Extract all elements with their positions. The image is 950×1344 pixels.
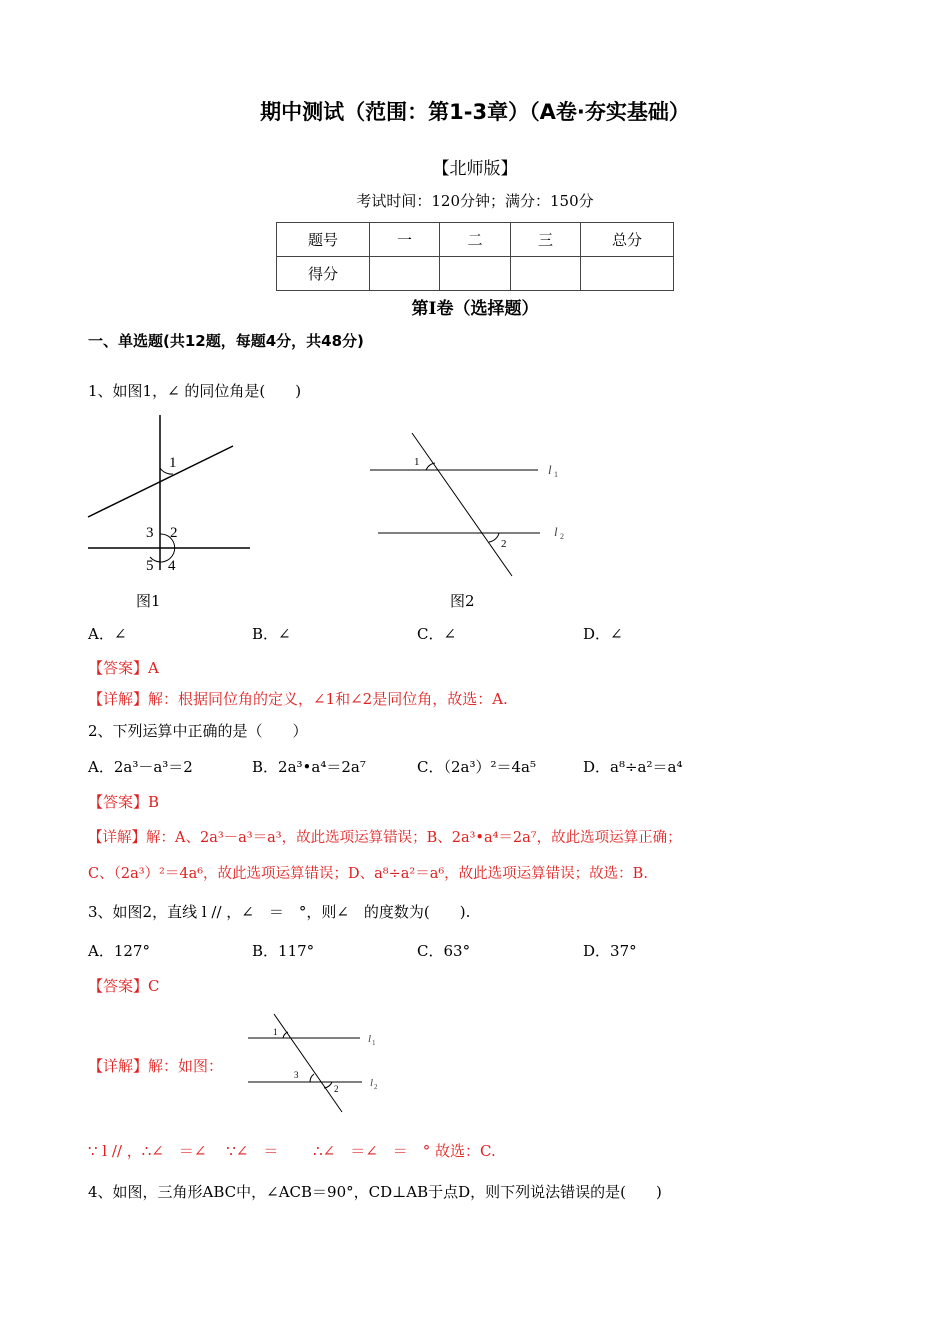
- question-4-stem: 4、如图，三角形ABC中，∠ACB＝90°，CD⊥AB于点D，则下列说法错误的是( ): [88, 1183, 662, 1201]
- score-table-cell: [511, 257, 581, 291]
- fig3-label: 2: [374, 1083, 378, 1091]
- q1-option-b: B．∠: [252, 625, 291, 643]
- fig2-label: 2: [501, 538, 507, 550]
- score-table-cell: [370, 257, 440, 291]
- q1-option-d: D．∠: [583, 625, 623, 643]
- q2-detail-line-1: 【详解】解：A、2a³－a³＝a³，故此选项运算错误；B、2a³•a⁴＝2a⁷，故此选项运算正确；: [88, 830, 682, 846]
- figure-1-caption: 图1: [136, 592, 161, 610]
- q3-option-b: B．117°: [252, 942, 315, 960]
- figure-2-caption: 图2: [450, 592, 475, 610]
- q2-option-c: C．（2a³）²＝4a⁵: [417, 758, 536, 776]
- q2-detail-line-2: C、（2a³）²＝4a⁶，故此选项运算错误；D、a⁸÷a²＝a⁶，故此选项运算错误；故选：B.: [88, 866, 648, 882]
- fig3-label: l: [368, 1033, 372, 1045]
- q3-option-a: A．127°: [88, 942, 150, 960]
- question-2-stem: 2、下列运算中正确的是（ ）: [88, 722, 308, 740]
- q1-detail: 【详解】解：根据同位角的定义，∠1和∠2是同位角，故选：A.: [88, 690, 508, 708]
- fig1-label: 2: [170, 525, 178, 541]
- q1-option-a: A．∠: [88, 625, 127, 643]
- fig3-label: 1: [372, 1039, 376, 1047]
- fig3-transversal: [274, 1014, 342, 1112]
- score-table-cell: 总分: [581, 223, 674, 257]
- fig1-label: 1: [169, 455, 177, 471]
- score-table-cell: [440, 257, 511, 291]
- page-title: 期中测试（范围：第1-3章）（A卷·夯实基础）: [260, 100, 690, 124]
- score-table-cell: [581, 257, 674, 291]
- fig2-label: 1: [414, 456, 420, 468]
- q2-option-b: B．2a³•a⁴＝2a⁷: [252, 758, 366, 776]
- q1-option-c: C．∠: [417, 625, 457, 643]
- question-3-stem: 3、如图2，直线 l // ，∠ ＝ °，则∠ 的度数为( ).: [88, 903, 471, 921]
- q3-answer: 【答案】C: [88, 977, 160, 995]
- score-table-cell: 二: [440, 223, 511, 257]
- score-table: [276, 222, 674, 291]
- q3-detail-prefix: 【详解】解：如图：: [88, 1057, 224, 1075]
- figure-1: [80, 410, 260, 575]
- q2-option-a: A．2a³－a³＝2: [88, 758, 193, 776]
- score-table-cell: 一: [370, 223, 440, 257]
- q2-answer: 【答案】B: [88, 793, 160, 811]
- part-title: 第Ⅰ卷（选择题）: [411, 299, 539, 319]
- edition-label: 【北师版】: [432, 159, 518, 179]
- fig1-label: 4: [168, 558, 176, 574]
- fig1-label: 5: [146, 558, 154, 574]
- section-title: 一、单选题(共12题，每题4分，共48分): [88, 332, 364, 350]
- q3-option-d: D．37°: [583, 942, 637, 960]
- fig3-label: 3: [294, 1070, 299, 1080]
- fig2-transversal: [412, 433, 512, 576]
- q2-option-d: D．a⁸÷a²＝a⁴: [583, 758, 683, 776]
- fig2-label: l: [548, 462, 552, 477]
- fig2-label: 1: [554, 470, 558, 479]
- score-table-cell: 题号: [277, 223, 370, 257]
- fig3-label: 2: [334, 1084, 339, 1094]
- question-1-stem: 1、如图1，∠ 的同位角是( ): [88, 382, 302, 400]
- score-table-header-row: [277, 223, 674, 257]
- fig2-angle-arc: [489, 533, 499, 542]
- fig2-label: l: [554, 524, 558, 539]
- q1-answer: 【答案】A: [88, 659, 159, 677]
- score-table-cell: 得分: [277, 257, 370, 291]
- figure-2: [360, 428, 580, 583]
- score-table-cell: 三: [511, 223, 581, 257]
- fig1-label: 3: [146, 525, 154, 541]
- q3-reasoning: ∵ l // ，∴∠ ＝∠ ∵∠ ＝ ∴∠ ＝∠ ＝ ° 故选：C.: [88, 1142, 496, 1160]
- fig3-label: 1: [273, 1027, 278, 1037]
- fig2-label: 2: [560, 532, 564, 541]
- fig3-angle-arc: [310, 1074, 314, 1082]
- exam-info: 考试时间：120分钟；满分：150分: [356, 192, 594, 210]
- figure-3: [240, 1010, 390, 1120]
- fig3-label: l: [370, 1077, 374, 1089]
- q3-option-c: C．63°: [417, 942, 471, 960]
- score-table-score-row: [277, 257, 674, 291]
